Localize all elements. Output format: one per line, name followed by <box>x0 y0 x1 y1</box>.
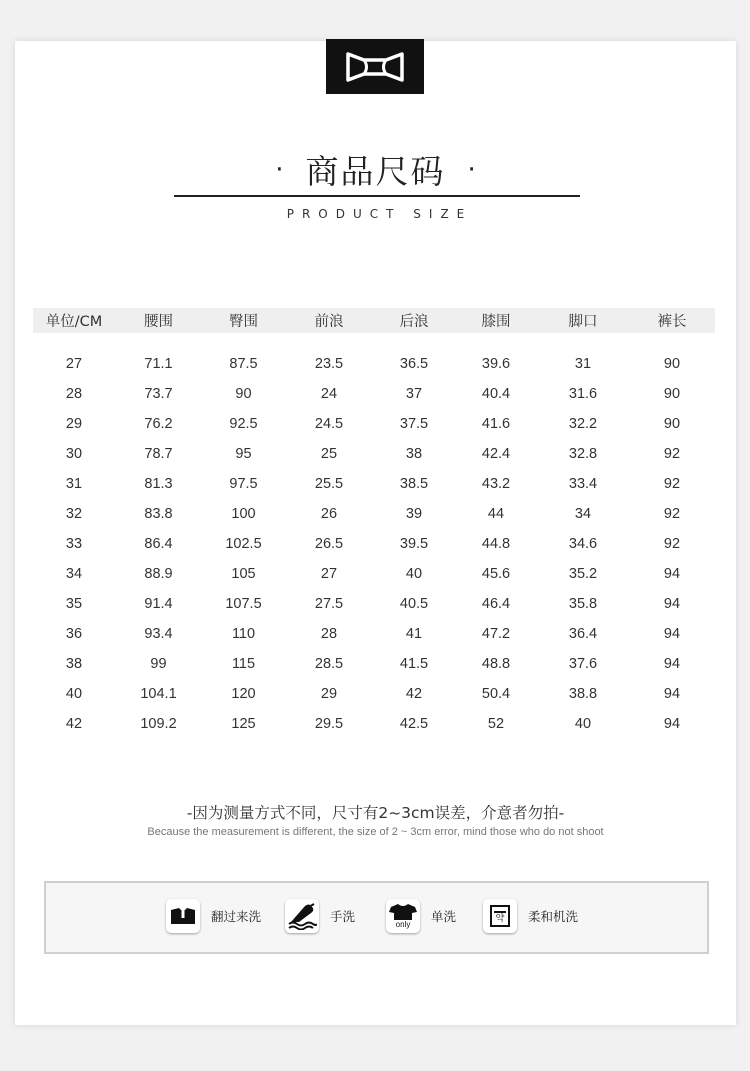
table-cell: 31 <box>65 476 83 492</box>
table-cell: 31.6 <box>568 386 598 402</box>
table-cell: 42 <box>405 686 423 702</box>
table-cell: 43.2 <box>481 476 511 492</box>
table-row <box>33 619 715 649</box>
table-cell: 30 <box>65 446 83 462</box>
table-header-row <box>33 308 715 333</box>
column-header: 膝围 <box>481 314 511 330</box>
table-cell: 38.5 <box>399 476 429 492</box>
table-cell: 44.8 <box>481 536 511 552</box>
table-cell: 71.1 <box>144 356 173 372</box>
table-cell: 90 <box>663 416 681 432</box>
table-cell: 39 <box>405 506 423 522</box>
table-cell: 102.5 <box>225 536 262 552</box>
bow-tie-icon <box>342 46 408 88</box>
table-row <box>33 529 715 559</box>
table-cell: 31 <box>574 356 592 372</box>
page-subtitle: PRODUCT SIZE <box>286 207 473 221</box>
table-cell: 94 <box>663 686 681 702</box>
table-cell: 29.5 <box>314 716 344 732</box>
column-header: 脚口 <box>568 314 598 330</box>
wash-separately-icon <box>386 899 420 933</box>
table-cell: 48.8 <box>481 656 511 672</box>
table-cell: 87.5 <box>229 356 258 372</box>
table-row <box>33 559 715 589</box>
table-cell: 83.8 <box>144 506 173 522</box>
table-cell: 27.5 <box>314 596 344 612</box>
table-row <box>33 379 715 409</box>
table-cell: 38 <box>405 446 423 462</box>
table-cell: 42.5 <box>399 716 429 732</box>
table-cell: 81.3 <box>144 476 173 492</box>
title-underline <box>174 195 580 197</box>
table-cell: 34.6 <box>568 536 598 552</box>
column-header: 单位/CM <box>45 314 103 330</box>
table-row <box>33 679 715 709</box>
care-label: 翻过来洗 <box>211 909 262 924</box>
table-cell: 41.5 <box>399 656 429 672</box>
table-cell: 38.8 <box>568 686 598 702</box>
table-cell: 93.4 <box>144 626 173 642</box>
table-cell: 76.2 <box>144 416 173 432</box>
table-cell: 97.5 <box>229 476 258 492</box>
table-cell: 92 <box>663 476 681 492</box>
table-row <box>33 649 715 679</box>
care-item-inside-out <box>166 899 261 933</box>
care-item-hand-wash <box>285 899 355 933</box>
table-cell: 100 <box>231 506 256 522</box>
table-cell: 92 <box>663 506 681 522</box>
care-instructions <box>44 881 709 954</box>
table-cell: 52 <box>487 716 505 732</box>
title-dot-right: · <box>467 154 476 185</box>
title-row <box>15 146 736 193</box>
table-cell: 120 <box>231 686 256 702</box>
bow-tie-logo <box>326 39 424 94</box>
column-header: 后浪 <box>399 314 429 330</box>
table-cell: 36 <box>65 626 83 642</box>
table-cell: 37.6 <box>568 656 598 672</box>
table-cell: 92.5 <box>229 416 258 432</box>
table-cell: 39.5 <box>399 536 429 552</box>
table-cell: 40.5 <box>399 596 429 612</box>
table-cell: 45.6 <box>481 566 511 582</box>
table-cell: 115 <box>231 656 256 672</box>
table-cell: 105 <box>231 566 256 582</box>
table-cell: 28 <box>320 626 338 642</box>
table-cell: 44 <box>487 506 505 522</box>
table-cell: 37 <box>405 386 423 402</box>
table-cell: 95 <box>235 446 252 462</box>
table-cell: 36.4 <box>568 626 598 642</box>
table-cell: 32 <box>65 506 83 522</box>
table-cell: 41 <box>405 626 423 642</box>
column-header: 裤长 <box>657 314 687 330</box>
table-row <box>33 333 715 379</box>
table-cell: 34 <box>574 506 592 522</box>
page-title: 商品尺码 <box>305 152 446 191</box>
table-cell: 94 <box>663 716 681 732</box>
table-cell: 40 <box>405 566 423 582</box>
table-row <box>33 409 715 439</box>
table-cell: 125 <box>231 716 256 732</box>
size-table <box>33 308 715 739</box>
table-cell: 50.4 <box>481 686 511 702</box>
table-cell: 104.1 <box>140 686 177 702</box>
table-cell: 47.2 <box>481 626 511 642</box>
table-cell: 92 <box>663 536 681 552</box>
table-cell: 94 <box>663 566 681 582</box>
table-cell: 107.5 <box>225 596 262 612</box>
table-cell: 46.4 <box>481 596 511 612</box>
table-cell: 99 <box>150 656 167 672</box>
table-cell: 25 <box>320 446 338 462</box>
care-label: 柔和机洗 <box>528 909 579 924</box>
table-cell: 40 <box>574 716 592 732</box>
table-row <box>33 469 715 499</box>
table-cell: 90 <box>663 356 681 372</box>
hand-wash-icon <box>285 899 319 933</box>
only-text: only <box>395 919 411 929</box>
table-cell: 86.4 <box>144 536 173 552</box>
table-row <box>33 589 715 619</box>
table-cell: 35.2 <box>568 566 598 582</box>
table-cell: 94 <box>663 656 681 672</box>
care-label: 手洗 <box>330 909 356 924</box>
column-header: 臀围 <box>229 314 258 330</box>
table-cell: 32.8 <box>568 446 598 462</box>
table-cell: 32.2 <box>568 416 598 432</box>
table-cell: 36.5 <box>399 356 429 372</box>
table-cell: 37.5 <box>399 416 429 432</box>
table-row <box>33 439 715 469</box>
table-cell: 90 <box>235 386 252 402</box>
table-cell: 33.4 <box>568 476 598 492</box>
table-cell: 88.9 <box>144 566 173 582</box>
table-cell: 90 <box>663 386 681 402</box>
table-cell: 29 <box>320 686 338 702</box>
table-cell: 39.6 <box>481 356 511 372</box>
table-cell: 27 <box>320 566 338 582</box>
care-item-gentle-machine-wash <box>483 899 578 933</box>
table-cell: 33 <box>65 536 83 552</box>
table-cell: 40.4 <box>481 386 511 402</box>
table-cell: 42 <box>65 716 83 732</box>
table-cell: 35 <box>65 596 83 612</box>
table-row <box>33 499 715 529</box>
table-cell: 73.7 <box>144 386 173 402</box>
table-cell: 25.5 <box>314 476 344 492</box>
table-cell: 42.4 <box>481 446 511 462</box>
table-cell: 24.5 <box>314 416 344 432</box>
table-cell: 110 <box>231 626 256 642</box>
table-cell: 92 <box>663 446 681 462</box>
measurement-note-en: Because the measurement is different, the size of 2 ~ 3cm error, mind those who do not shoot <box>147 826 604 838</box>
table-cell: 40 <box>65 686 83 702</box>
column-header: 前浪 <box>314 314 344 330</box>
table-cell: 35.8 <box>568 596 598 612</box>
table-cell: 94 <box>663 596 681 612</box>
table-cell: 91.4 <box>144 596 173 612</box>
table-cell: 109.2 <box>140 716 177 732</box>
table-cell: 94 <box>663 626 681 642</box>
column-header: 腰围 <box>144 314 173 330</box>
inside-out-icon <box>166 899 200 933</box>
size-chart-card <box>15 41 736 1025</box>
measurement-note-cn: -因为测量方式不同，尺寸有2~3cm误差，介意者勿拍- <box>186 804 565 822</box>
care-label: 单洗 <box>431 909 457 924</box>
table-cell: 28.5 <box>314 656 344 672</box>
table-cell: 26.5 <box>314 536 344 552</box>
table-cell: 26 <box>320 506 338 522</box>
gentle-text: 약 <box>495 914 505 924</box>
table-cell: 28 <box>65 386 83 402</box>
table-row <box>33 709 715 739</box>
care-item-wash-separately <box>386 899 456 933</box>
table-cell: 23.5 <box>314 356 344 372</box>
table-cell: 27 <box>65 356 83 372</box>
table-cell: 41.6 <box>481 416 511 432</box>
table-cell: 29 <box>65 416 83 432</box>
title-dot-left: · <box>275 154 284 185</box>
table-cell: 38 <box>65 656 83 672</box>
gentle-machine-wash-icon <box>483 899 517 933</box>
table-cell: 34 <box>65 566 83 582</box>
table-cell: 78.7 <box>144 446 173 462</box>
table-cell: 24 <box>320 386 338 402</box>
